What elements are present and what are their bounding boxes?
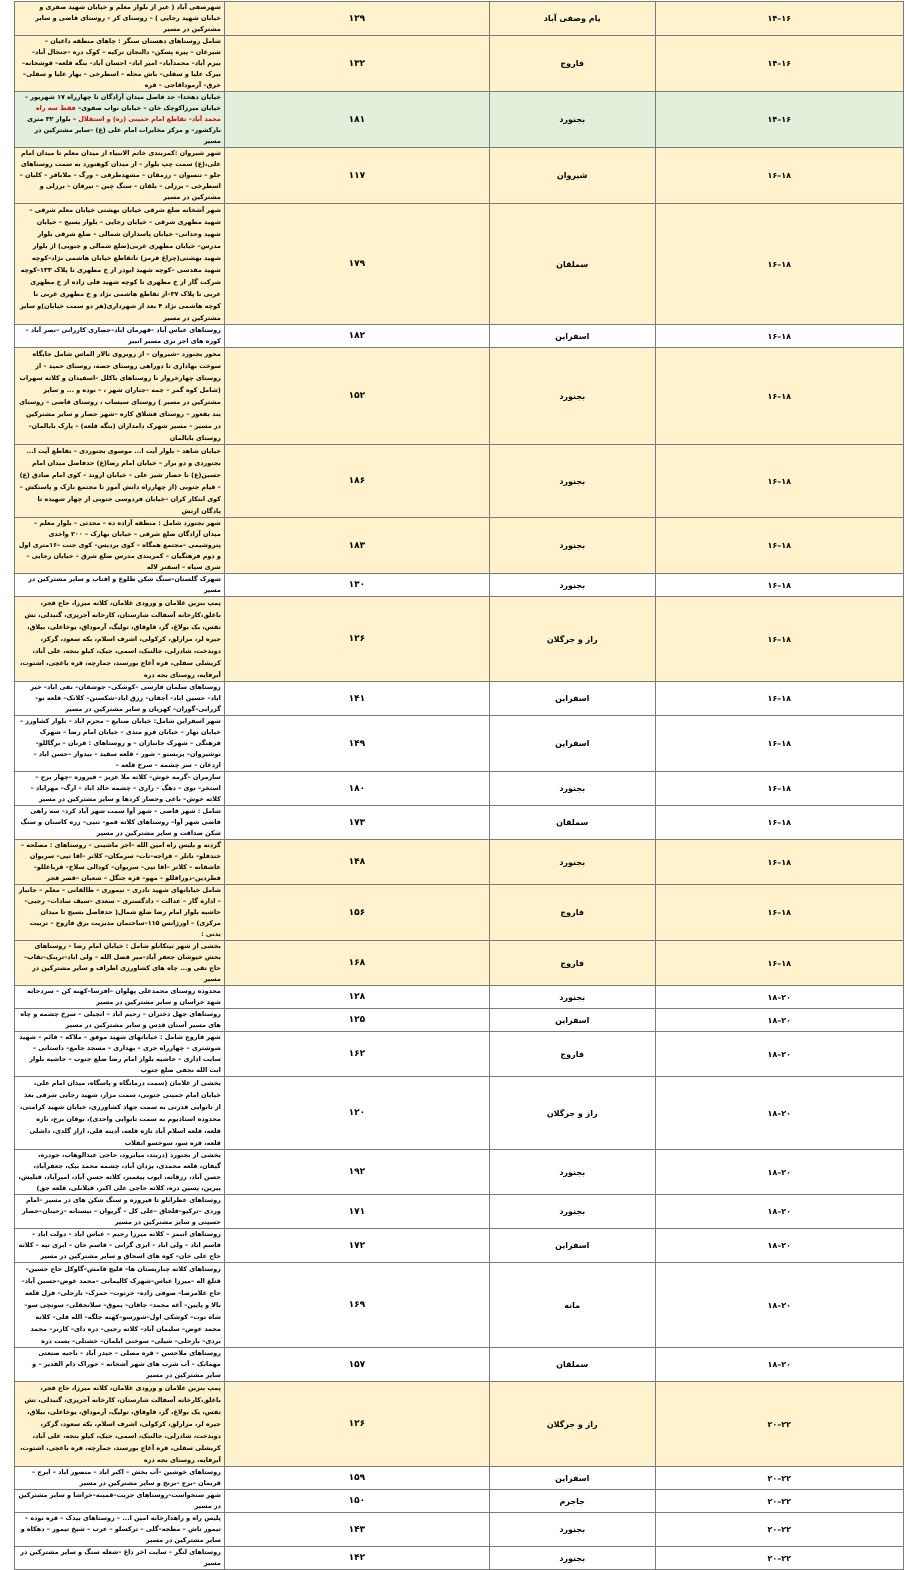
schedule-row bbox=[15, 1490, 904, 1513]
schedule-row bbox=[15, 574, 904, 597]
time-slot-cell: ۱۸–۱۶ bbox=[655, 840, 903, 885]
city-cell: بجنورد bbox=[489, 1195, 655, 1229]
feeder-number-cell: ۱۶۲ bbox=[224, 1032, 489, 1077]
feeder-number-cell: ۱۵۲ bbox=[224, 348, 489, 445]
schedule-row bbox=[15, 986, 904, 1009]
route-text-end: – بلوار ۳۲ متری بارکشور– و مرکز مخابرات امام علی (ع) –سایر مشترکین در مسیر bbox=[27, 115, 221, 145]
city-cell: بجنورد bbox=[489, 840, 655, 885]
route-description-cell: شامل خیابانهای شهید نادری – تیموری – طالقانی – معلم – جانباز – اداره گاز – عدالت – دادگستری – سعدی –سیف سادات– رجبی– حاشیه بلوار امام رضا ضلع شمال( حدفاصل بسیج تا میدان مرکزی) – اورژانس ۱۱۵–ساختمان مدیریت برق فاروج – تربیت بدنی : bbox=[15, 885, 225, 941]
time-slot-cell: ۱۸–۱۶ bbox=[655, 348, 903, 445]
route-description-cell: گردنه و بلیس راه امین الله –اجر ماشینی – روستاهای : مصلحه –خندقلو– ناتلر – قراجه–تات– سرمکان– کلاتر –اقا تپی– سربوان عاشقانه – کلاتر –اقا تپی– سربوان– کودالی سلاخ– قرباغللو– قطردین–دوراقللو – مهو– قره جنگل – شعبان –قصر قجر bbox=[15, 840, 225, 885]
city-cell: شیروان bbox=[489, 148, 655, 204]
schedule-row bbox=[15, 772, 904, 806]
time-slot-cell: ۲۰–۱۸ bbox=[655, 1150, 903, 1195]
time-slot-cell: ۲۰–۱۸ bbox=[655, 1077, 903, 1150]
feeder-number-cell: ۱۷۲ bbox=[224, 1229, 489, 1263]
city-cell: بجنورد bbox=[489, 1150, 655, 1195]
city-cell: راز و جرگلان bbox=[489, 1382, 655, 1467]
time-slot-cell: ۱۸–۱۶ bbox=[655, 445, 903, 518]
route-description-cell: شامل روستاهای دهستان سنگر : چاهای منطقه داغیان – شیرغان – پیره پسکن– دالنجان ترکیه – کوک دره –جنجال آباد– بیرم آباد– محمدآباد– امیر اباد– احسان آباد– بنگه قلعه– قوشخانه– بیرک علیا و سفلی– باش محله – اسطرخی – بهار علیا و سفلی– خرق– آرموداقاجی – قره bbox=[15, 36, 225, 92]
feeder-number-cell: ۱۲۶ bbox=[224, 1382, 489, 1467]
time-slot-cell: ۱۸–۱۶ bbox=[655, 325, 903, 348]
feeder-number-cell: ۱۵۷ bbox=[224, 1348, 489, 1382]
schedule-row bbox=[15, 92, 904, 148]
route-description-cell: بخشی از بجنورد (دربند، میانرود، حاجی عبدالوهاب، جودره، گیفان، قلعه محمدی، یزدان آباد، چشمه محمد بیک، جعفرآباد، حسن آباد، رزقانه، ایوب پیغمبر، کلاته حسن آباد، امیرآباد، قبلیش، پیرین، پسین دره، کلاته حاجی علی اکبر، قیلانلی، قلعه جق) bbox=[15, 1150, 225, 1195]
time-slot-cell: ۲۰–۱۸ bbox=[655, 1009, 903, 1032]
route-description-cell: روستاهای عباس آباد –قهرمان اباد–حصاری کازرانی –نصر آباد – کوره های اجر بزی مسیر انبیز bbox=[15, 325, 225, 348]
city-cell: اسفراین bbox=[489, 1009, 655, 1032]
time-slot-cell: ۱۸–۱۶ bbox=[655, 772, 903, 806]
schedule-row bbox=[15, 1263, 904, 1348]
route-text: خیابان دهخدا– حد فاصل میدان آزادگان تا چهارراه ۱۷ شهریور – خیابان میرزاکوچک خان – خیابان نواب صفوی– bbox=[24, 93, 221, 112]
route-highlight-text: فقط سه راه محمد آباد– تقاطع امام خمینی (ره) و استقلال bbox=[35, 104, 221, 123]
schedule-row bbox=[15, 1513, 904, 1547]
city-cell: فاروج bbox=[489, 885, 655, 941]
city-cell: سملقان bbox=[489, 806, 655, 840]
feeder-number-cell: ۱۳۰ bbox=[224, 574, 489, 597]
city-cell: اسفراین bbox=[489, 682, 655, 716]
route-description-cell: روستاهای عطرانلو تا فیروزه و سنگ شکن های در مسیر –امام وردی –ترکیو–قلجاق –علی کل – گریوان – نیستانه –رخینان–حصار حسینی و سایر مشترکین در مسیر bbox=[15, 1195, 225, 1229]
feeder-number-cell: ۱۲۵ bbox=[224, 1009, 489, 1032]
time-slot-cell: ۱۸–۱۶ bbox=[655, 682, 903, 716]
schedule-row bbox=[15, 1195, 904, 1229]
outage-schedule-table bbox=[14, 1, 904, 1570]
schedule-row bbox=[15, 1009, 904, 1032]
feeder-number-cell: ۱۲۰ bbox=[224, 1077, 489, 1150]
city-cell: بجنورد bbox=[489, 772, 655, 806]
route-description-cell: بخشی از شهر تیتکانلو شامل : خیابان امام رضا – روستاهای بخش خیوشان جعفر آباد–میر قضل الله – ولی اباد–ترینک–تقاب–حاج تقی و... چاه های کشاورزی اطراف و سایر مشترکین در مسیر bbox=[15, 941, 225, 986]
feeder-number-cell: ۱۸۰ bbox=[224, 772, 489, 806]
city-cell: بجنورد bbox=[489, 445, 655, 518]
time-slot-cell: ۲۰–۱۸ bbox=[655, 1195, 903, 1229]
feeder-number-cell: ۱۳۲ bbox=[224, 36, 489, 92]
route-description-cell: شهر فاروج شامل : خیابانهای شهید موفق – ملاکه – قائم – شهید شوشتری – چهارراه جری – بهداری – مسجد جامع– داستانی – سایت اداری – حاشیه بلوار امام رضا ضلع جنوب – حاشیه بلوار ابت الله نجفی ضلع جنوب bbox=[15, 1032, 225, 1077]
time-slot-cell: ۱۸–۱۶ bbox=[655, 597, 903, 682]
time-slot-cell: ۲۰–۱۸ bbox=[655, 1348, 903, 1382]
schedule-row bbox=[15, 2, 904, 36]
feeder-number-cell: ۱۷۹ bbox=[224, 204, 489, 325]
city-cell: بجنورد bbox=[489, 1513, 655, 1547]
route-description-cell: پمپ بنزین غلامان و ورودی غلامان، کلاته میرزا، حاج قجر، باغلق،کارخانه آسفالت شارستان، کارخانه آجرپزی، گنبدلی، تش تفس، یک بولاغ، گز، قاوقاق، تولیگ، آرموداق، یوخاعلی، بیلاق، جیره لر، مزارلق، کرکولی، اشرف اسلام، بکه سعود، گرکز، دوبدخت، شادرلی، جالنبک، اسمی، جیک، کیلو بنجه، علی آباد، کریشلی سفلی، قره آغاج بورسند، جمارچه، قره باغچی، اشتوت، آبرفایه، روستای بجه دره bbox=[15, 597, 225, 682]
schedule-row bbox=[15, 325, 904, 348]
schedule-row bbox=[15, 682, 904, 716]
city-cell: فاروج bbox=[489, 36, 655, 92]
time-slot-cell: ۱۸–۱۶ bbox=[655, 806, 903, 840]
time-slot-cell: ۱۸–۱۶ bbox=[655, 204, 903, 325]
city-cell: راز و جرگلان bbox=[489, 1077, 655, 1150]
time-slot-cell: ۱۶–۱۴ bbox=[655, 92, 903, 148]
schedule-row bbox=[15, 348, 904, 445]
city-cell: بجنورد bbox=[489, 518, 655, 574]
time-slot-cell: ۱۶–۱۴ bbox=[655, 2, 903, 36]
feeder-number-cell: ۱۱۷ bbox=[224, 148, 489, 204]
schedule-row bbox=[15, 1150, 904, 1195]
schedule-row bbox=[15, 148, 904, 204]
feeder-number-cell: ۱۴۱ bbox=[224, 682, 489, 716]
schedule-row bbox=[15, 1032, 904, 1077]
feeder-number-cell: ۱۴۸ bbox=[224, 840, 489, 885]
city-cell: یام وصفی آباد bbox=[489, 2, 655, 36]
city-cell: اسفراین bbox=[489, 325, 655, 348]
feeder-number-cell: ۱۹۲ bbox=[224, 1150, 489, 1195]
city-cell: فاروج bbox=[489, 941, 655, 986]
feeder-number-cell: ۱۸۱ bbox=[224, 92, 489, 148]
route-description-cell: شهر آشخانه ضلع شرقی خیابان بهشتی خیابان معلم شرقی – شهید مطهری شرقی – خیابان رجایی – بلوار بسیج – خیابان شهید وحدانی– خیابان پاسداران شمالی – ضلع شرقی بلوار مدرس– خیابان مطهری غربی(ضلع شمالی و جنوبی) از بلوار شهید بهشتی(چراغ قرمز) تاتقاطع خیابان هاشمی نژاد–کوچه شهید مقدسی –کوچه شهید ابوذر از خ مطهری تا پلاک ۱۳۳–کوچه شرکت گاز از خ مطهری تا کوچه شهید فلی زاده از خ مطهری غربی تا پلاک ۳۷–از تقاطع هاشمی نژاد و خ مطهری غربی تا کوچه هاشمی نژاد ۴ بعد از شهرداری(هر دو سمت خیابان)و سایر مشترکین در مسیر bbox=[15, 204, 225, 325]
route-description-cell: شهرک گلستان–سنگ شکن طلوع و افتاب و سایر مشترکین در مسیر bbox=[15, 574, 225, 597]
schedule-table-body bbox=[15, 2, 904, 1570]
schedule-row bbox=[15, 1382, 904, 1467]
route-description-cell: روستاهای خوشین –آب بخش – اکبر اباد – منصور اباد – ابرج – قربمان –برج –برنج و سایر مشترکین در مسیر bbox=[15, 1467, 225, 1490]
route-description-cell: سارمران –گرمه خوش– کلاته ملا عزیز – فیروزه –چهار برج – استخر– نوی – دهگ – زاری – چشمه خالد اباد – ارگ– مهراباد – کلاته خوش– باغی وحصار کردها و سایر مشترکین در مسیر bbox=[15, 772, 225, 806]
feeder-number-cell: ۱۸۲ bbox=[224, 325, 489, 348]
route-description-cell: روستاهای جهل دختران – رحیم اباد – انجیلی – سرخ چشمه و چاه های مسیر آستان قدس و سایر مشترکین در مسیر bbox=[15, 1009, 225, 1032]
time-slot-cell: ۱۸–۱۶ bbox=[655, 574, 903, 597]
time-slot-cell: ۲۰–۱۸ bbox=[655, 1263, 903, 1348]
schedule-row bbox=[15, 597, 904, 682]
route-description-cell: پلیس راه و راهدارخانه امین ا... – روستاهای بیدک – قره نوده – تیمور تاش – مطجه–گلی – ترکسلو – عرب – شیخ تیمور – دهکاه و سایر مشترکین در مسیر bbox=[15, 1513, 225, 1547]
time-slot-cell: ۲۰–۱۸ bbox=[655, 986, 903, 1009]
time-slot-cell: ۲۰–۱۸ bbox=[655, 1229, 903, 1263]
feeder-number-cell: ۱۵۶ bbox=[224, 885, 489, 941]
feeder-number-cell: ۱۴۳ bbox=[224, 1513, 489, 1547]
route-description-cell: شهر اسفراین شامل: خیابان صنایع – محرم اباد – بلوار کشاورز – خیابان بهار – خیابان فرو مندی – خیابان امام رضا – شهرک فرهنگی – شهرک جانبازان – و روستاهای : قرنان – برگاللو–نوشیروان– بربستو – شور – قلعه سفید – بیدواز –حسن اباد – اردغان – سر چشمه – سرخ قلعه – bbox=[15, 716, 225, 772]
city-cell: بجنورد bbox=[489, 92, 655, 148]
time-slot-cell: ۱۸–۱۶ bbox=[655, 941, 903, 986]
time-slot-cell: ۱۶–۱۴ bbox=[655, 36, 903, 92]
route-description-cell: روستاهای ملاحسن – قره مصلی – حیدر آباد – ناحیه صنعتی مهمانک – آب شرب های شهر آشخانه – خوراک دام القدیر – و سایر مشترکین در مسیر bbox=[15, 1348, 225, 1382]
schedule-row bbox=[15, 840, 904, 885]
time-slot-cell: ۲۲–۲۰ bbox=[655, 1382, 903, 1467]
city-cell: بجنورد bbox=[489, 1547, 655, 1570]
route-description-cell: پمپ بنزین غلامان و ورودی غلامان، کلاته میرزا، حاج قجر، باغلق،کارخانه آسفالت شارستان، کارخانه آجرپزی، گنبدلی، تش تفس، یک بولاغ، گز، قاوقاق، تولیگ، آرموداق، یوخاعلی، بیلاق، جیره لر، مزارلق، کرکولی، اشرف اسلام، بکه سعود، گرکز، دوبدخت، شادرلی، جالنبک، اسمی، جیک، کیلو بنجه، علی آباد، کریشلی سفلی، قره آغاج بورسند، جمارچه، قره باغچی، اشتوت، آبرفایه، روستای بجه دره bbox=[15, 1382, 225, 1467]
route-description-cell: روستاهای کلاته چناریستان ها– قلیچ قامش–گاوکل حاج حسین–قتلغ اله –میرزا عباس–شهرک کالیمانی –محمد عوض–حسین آباد–حاج غلامرضا– صوفی زاده– خرتوت– حمزک– نارجلی– قزل قلعه بالا و پایین– آغه محمد– جاقان– یموق– سلانجقلی– سونچی سو– شاه توت– کوشکی اول–شورسو–کهنه جلگه– الله قلی– کلاته محمد عوض– سلیمان آباد– کلاته رجبی– دره دای– کارنز– محمد بردی– بارجلی– شیلی– سوختی ایلمان– خشتلی– بست دره bbox=[15, 1263, 225, 1348]
time-slot-cell: ۲۰–۱۸ bbox=[655, 1032, 903, 1077]
route-description-cell: محور بجنورد –شیروان – از روبروی تالار الماس شامل جایگاه سوخت بهاداری تا دوراهی روستای حصه، روستای حمید – از روستای چهارخروار تا روستاهای باکلل –اسفیدان و کلاته سهراب (شامل کوه گمر – جمه –جناران شهر ، – نوده و ... و سایر مشترکین در مسیر ) روستای سیساب ، روستای قاضی – روستای بند بقعور – روستای قشلاق کاره –شهر حصار و سایر مشترکین در مسیر – مسیر شهرک دامداران (بنگه قلعه) – پارک بابالمان– روستای بابالمان bbox=[15, 348, 225, 445]
city-cell: سملقان bbox=[489, 1348, 655, 1382]
feeder-number-cell: ۱۸۳ bbox=[224, 518, 489, 574]
city-cell: بجنورد bbox=[489, 348, 655, 445]
time-slot-cell: ۲۲–۲۰ bbox=[655, 1547, 903, 1570]
time-slot-cell: ۱۸–۱۶ bbox=[655, 148, 903, 204]
feeder-number-cell: ۱۸۶ bbox=[224, 445, 489, 518]
time-slot-cell: ۱۸–۱۶ bbox=[655, 885, 903, 941]
schedule-row bbox=[15, 1077, 904, 1150]
route-description-cell bbox=[15, 92, 225, 148]
schedule-row bbox=[15, 885, 904, 941]
route-description-cell: شهرصفی آباد ( غیر از بلوار معلم و خیابان شهید صفری و خیابان شهید رجایی ) – روستای کز – روستای قاضی و سایر مشترکین در مسیر bbox=[15, 2, 225, 36]
schedule-row bbox=[15, 806, 904, 840]
city-cell: راز و جرگلان bbox=[489, 597, 655, 682]
city-cell: مانه bbox=[489, 1263, 655, 1348]
feeder-number-cell: ۱۷۱ bbox=[224, 1195, 489, 1229]
route-description-cell: خیابان شاهد – بلوار آیت ا... موسوی بجنوردی – تقاطع آیت ا... بجنوردی و دو برار – خیابان امام رضا(ع) حدفاصل میدان امام حسین(ع) تا حصار شیر علی – خیابان اروند – کوی امام صادق (ع) – قیام جنوبی (از چهارراه دانش آموز تا مجتمع نازک و پاستکش – کوی ابتکار کران –خیابان فردوسی جنوبی از چهار شهیده تا پادگان ارتش bbox=[15, 445, 225, 518]
schedule-row bbox=[15, 445, 904, 518]
schedule-row bbox=[15, 1229, 904, 1263]
schedule-row bbox=[15, 518, 904, 574]
city-cell: اسفراین bbox=[489, 1229, 655, 1263]
feeder-number-cell: ۱۵۰ bbox=[224, 1490, 489, 1513]
route-description-cell: روستاهای سلمان فارسی –کوشکی– جوشقان– نقی اباد– خیر اباد– حسین اباد– آجقان– رزق اباد–شکستن– کلاتک– قلعه نو– گزرابی–گوران– کهریان و سایر مشترکین در مسیر bbox=[15, 682, 225, 716]
schedule-row bbox=[15, 716, 904, 772]
city-cell: اسفراین bbox=[489, 1467, 655, 1490]
schedule-row bbox=[15, 1547, 904, 1570]
schedule-row bbox=[15, 204, 904, 325]
time-slot-cell: ۲۲–۲۰ bbox=[655, 1467, 903, 1490]
feeder-number-cell: ۱۶۸ bbox=[224, 941, 489, 986]
schedule-row bbox=[15, 36, 904, 92]
feeder-number-cell: ۱۴۲ bbox=[224, 1547, 489, 1570]
city-cell: بجنورد bbox=[489, 574, 655, 597]
city-cell: سملقان bbox=[489, 204, 655, 325]
outage-schedule-sheet bbox=[14, 1, 904, 1570]
feeder-number-cell: ۱۴۹ bbox=[224, 716, 489, 772]
time-slot-cell: ۲۲–۲۰ bbox=[655, 1490, 903, 1513]
city-cell: بجنورد bbox=[489, 986, 655, 1009]
feeder-number-cell: ۱۶۹ bbox=[224, 1263, 489, 1348]
feeder-number-cell: ۱۲۶ bbox=[224, 597, 489, 682]
route-description-cell: شهر بجنورد شامل : منطقه آزاده ده – محدثی – بلوار معلم – میدان آزادگان ضلع شرقی – خیابان بهارک – ۲۰۰ واحدی پتروشیمی –مجتمع همگاه – کوی بردیس– کوی جنت –۱۶متری اول و دوم فرهنگیان – کمربندی مدرس ضلع شرق – خیابان رجایی – شری سیاه – اسفنر لاله bbox=[15, 518, 225, 574]
feeder-number-cell: ۱۲۸ bbox=[224, 986, 489, 1009]
route-description-cell: بخشی از غلامان (سمت درمانگاه و پاسگاه، میدان امام علی، خیابان امام خمینی جنوبی، سمت مزار، شهید رجایی شرقی بعد از تانوایی قدرتی به سمت جهاد کشاورزی، خیابان شهید کرامتی، محدوده استادیوم به سمت تانوایی واحدی)، بوقان برج، تازه قلعه، قلعه اسلام آباد تازه قلعه، آدینه قلی، اراز گلدی، داشلی قلعه، قره سو، سوخسو انقلاب bbox=[15, 1077, 225, 1150]
schedule-row bbox=[15, 1348, 904, 1382]
time-slot-cell: ۱۸–۱۶ bbox=[655, 518, 903, 574]
feeder-number-cell: ۱۵۹ bbox=[224, 1467, 489, 1490]
route-description-cell: شامل : شهر قاضی – شهر آوا سمت شهر آباد کرد– سه راهی قاضی شهر آوا– روستاهای کلاته قمو– تنبی– زره کاسنان و سنگ شکن صداقت و سایر مشترکین در مسیر bbox=[15, 806, 225, 840]
time-slot-cell: ۱۸–۱۶ bbox=[655, 716, 903, 772]
feeder-number-cell: ۱۲۹ bbox=[224, 2, 489, 36]
city-cell: فاروج bbox=[489, 1032, 655, 1077]
time-slot-cell: ۲۲–۲۰ bbox=[655, 1513, 903, 1547]
route-description-cell: محدوده روستای محمدعلی پهلوان –افزسا–کهنه کن – سردخانه شهد خراسان و سایر مشترکین در مسیر bbox=[15, 986, 225, 1009]
route-description-cell: شهر شیروان :کمربندی خاتم الانبیاء از میدان معلم تا میدان امام علی،(ع) سمت چپ بلوار – از میدان کوهنورد به سمت روستاهای جلو – تنسوان – رزمقان – مشهدطرقی – ورگ – ملاباقر – کلیان – اسطرخی – برزلی – بلقان – سنگ چین – تیرقان – برزلی و مشترکین در مسیر bbox=[15, 148, 225, 204]
route-description-cell: شهر سنخواست–روستاهای جربت–قمینه–خراشا و سایر مشترکین در مسیر bbox=[15, 1490, 225, 1513]
schedule-row bbox=[15, 941, 904, 986]
route-description-cell: روستاهای انبمز – کلاته میرزا رحیم – عباس اباد – دولت اباد – قاسم اباد – ولی اباد – ابزی گرانی – قاسم خان – ابری تپه – کلاته حاج علی خان– کوه های اسحاق و سایر مشترکین در مسیر bbox=[15, 1229, 225, 1263]
feeder-number-cell: ۱۷۳ bbox=[224, 806, 489, 840]
schedule-row bbox=[15, 1467, 904, 1490]
city-cell: جاجرم bbox=[489, 1490, 655, 1513]
city-cell: اسفراین bbox=[489, 716, 655, 772]
route-description-cell: روستاهای لنگر – سایت اخر داغ –شعله سنگ و سایر مشترکین در مسیر bbox=[15, 1547, 225, 1570]
